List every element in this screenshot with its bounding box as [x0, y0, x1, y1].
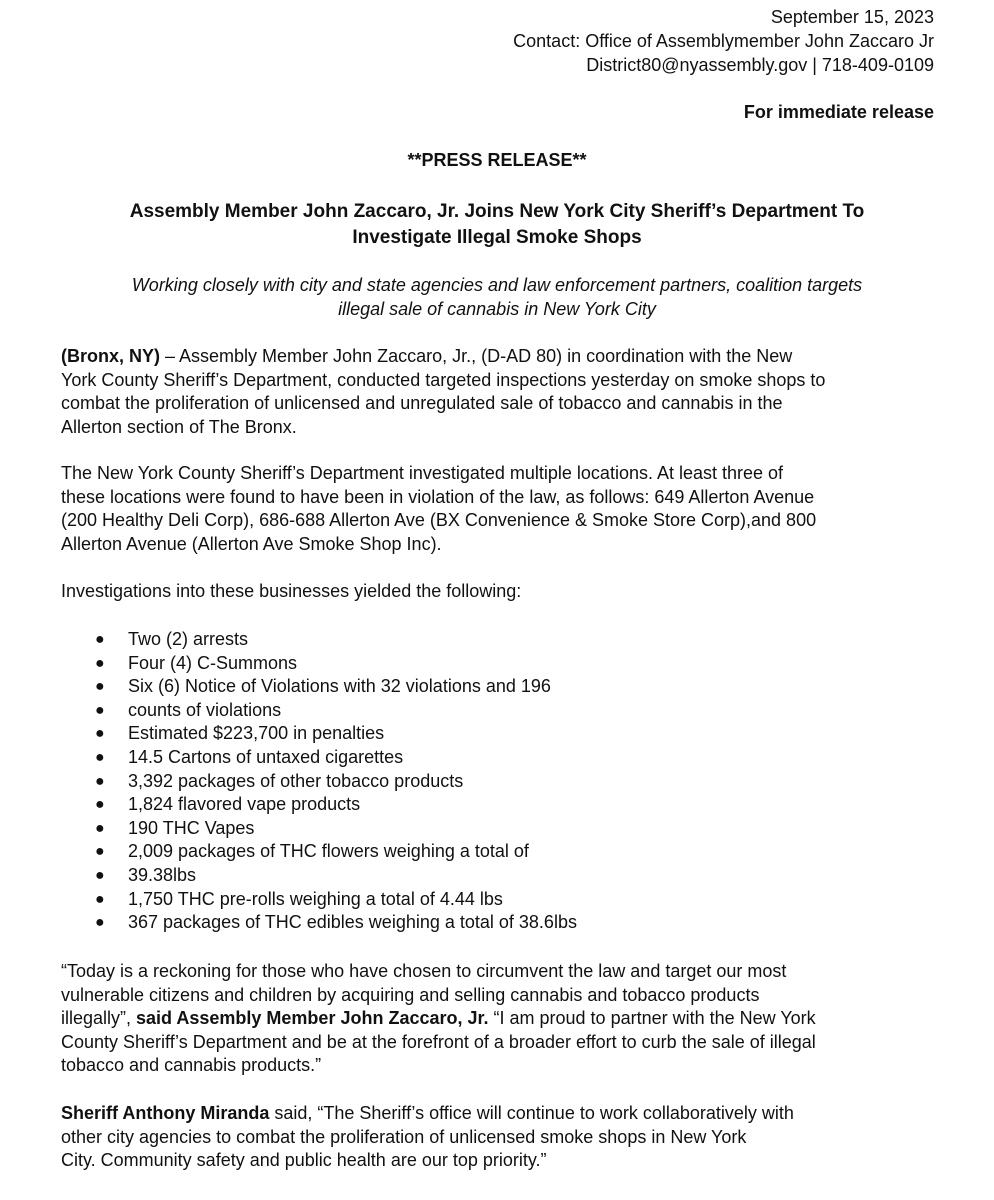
- zaccaro-quote-paragraph: [61, 960, 941, 1078]
- headline-line: Assembly Member John Zaccaro, Jr. Joins New York City Sheriff’s Department To: [129, 201, 865, 222]
- immediate-release-note: For immediate release: [743, 102, 934, 122]
- list-item: [0, 722, 994, 746]
- findings-intro: Investigations into these businesses yielded the following:: [61, 581, 522, 601]
- list-item-text: counts of violations: [128, 699, 282, 720]
- intro-paragraph: [61, 345, 941, 439]
- bullet-icon: ●: [95, 796, 105, 814]
- list-item-text: 2,009 packages of THC flowers weighing a total of: [128, 841, 529, 862]
- locations-paragraph: [61, 462, 941, 556]
- list-item-text: 1,750 THC pre-rolls weighing a total of 4.44 lbs: [128, 888, 503, 909]
- paragraph-line: [61, 1102, 941, 1126]
- list-item: [0, 840, 994, 864]
- paragraph-line: City. Community safety and public health are our top priority.”: [61, 1150, 547, 1170]
- list-item: [0, 770, 994, 794]
- list-item-text: 1,824 flavored vape products: [128, 794, 361, 815]
- speaker-attribution: Sheriff Anthony Miranda: [61, 1103, 270, 1123]
- list-item-text: 3,392 packages of other tobacco products: [128, 770, 464, 791]
- bullet-icon: ●: [95, 866, 105, 884]
- list-item: [0, 675, 994, 699]
- list-item-text: Six (6) Notice of Violations with 32 violations and 196: [128, 676, 551, 697]
- bullet-icon: ●: [95, 701, 105, 719]
- list-item: [0, 793, 994, 817]
- contact-email-phone: District80@nyassembly.gov | 718-409-0109: [586, 55, 934, 75]
- paragraph-text: “I am proud to partner with the New York: [488, 1008, 816, 1028]
- paragraph-line: York County Sheriff’s Department, conducted targeted inspections yesterday on smoke shops to: [61, 369, 826, 390]
- paragraph-line: tobacco and cannabis products.”: [61, 1055, 322, 1075]
- release-date: September 15, 2023: [770, 7, 934, 27]
- speaker-attribution: said Assembly Member John Zaccaro, Jr.: [136, 1008, 489, 1028]
- press-release-label: **PRESS RELEASE**: [407, 150, 587, 170]
- subheadline-line: Working closely with city and state agencies and law enforcement partners, coalition targets: [131, 275, 863, 295]
- paragraph-line: Allerton Avenue (Allerton Ave Smoke Shop Inc).: [61, 533, 442, 554]
- paragraph-line: [61, 345, 941, 369]
- list-item-text: 39.38lbs: [128, 864, 197, 885]
- paragraph-text: illegally”,: [61, 1008, 137, 1028]
- paragraph-line: these locations were found to have been in violation of the law, as follows: 649 Allerton Avenue: [61, 486, 815, 507]
- bullet-icon: ●: [95, 914, 105, 932]
- bullet-icon: ●: [95, 678, 105, 696]
- paragraph-line: “Today is a reckoning for those who have chosen to circumvent the law and target our most: [61, 961, 787, 981]
- contact-office: Contact: Office of Assemblymember John Zaccaro Jr: [513, 31, 934, 51]
- bullet-icon: ●: [95, 819, 105, 837]
- paragraph-line: vulnerable citizens and children by acquiring and selling cannabis and tobacco products: [61, 984, 760, 1005]
- list-item: [0, 888, 994, 912]
- list-item: [0, 817, 994, 841]
- list-item: [0, 628, 994, 652]
- paragraph-text: – Assembly Member John Zaccaro, Jr., (D-AD 80) in coordination with the New: [160, 346, 793, 366]
- paragraph-line: County Sheriff’s Department and be at the forefront of a broader effort to curb the sale of illegal: [61, 1031, 816, 1052]
- paragraph-line: combat the proliferation of unlicensed and unregulated sale of tobacco and cannabis in the: [61, 393, 783, 413]
- bullet-icon: ●: [95, 631, 105, 648]
- sheriff-quote-paragraph: [61, 1102, 941, 1173]
- list-item-text: 14.5 Cartons of untaxed cigarettes: [128, 746, 404, 767]
- paragraph-line: Allerton section of The Bronx.: [61, 416, 297, 437]
- findings-list: [0, 628, 994, 935]
- bullet-icon: ●: [95, 725, 105, 743]
- paragraph-text: said, “The Sheriff’s office will continue to work collaboratively with: [269, 1103, 794, 1123]
- dateline: (Bronx, NY): [61, 346, 160, 366]
- paragraph-line: [61, 1007, 941, 1031]
- bullet-icon: ●: [95, 748, 105, 766]
- subheadline-line: illegal sale of cannabis in New York City: [338, 299, 656, 319]
- list-item: [0, 746, 994, 770]
- list-item: [0, 652, 994, 676]
- paragraph-line: (200 Healthy Deli Corp), 686-688 Allerton Ave (BX Convenience & Smoke Store Corp),and 800: [61, 510, 817, 530]
- bullet-icon: ●: [95, 654, 105, 672]
- list-item-text: Four (4) C-Summons: [128, 652, 298, 673]
- paragraph-line: The New York County Sheriff’s Department investigated multiple locations. At least three of: [61, 463, 784, 483]
- list-item: [0, 911, 994, 935]
- list-item-text: 367 packages of THC edibles weighing a total of 38.6lbs: [128, 912, 577, 933]
- list-item-text: Estimated $223,700 in penalties: [128, 723, 385, 744]
- list-item-text: 190 THC Vapes: [128, 817, 255, 838]
- headline: [40, 199, 954, 251]
- headline-line: Investigate Illegal Smoke Shops: [352, 227, 642, 248]
- contact-header: [513, 5, 934, 77]
- list-item-text: Two (2) arrests: [128, 629, 249, 649]
- bullet-icon: ●: [95, 890, 105, 908]
- paragraph-line: other city agencies to combat the proliferation of unlicensed smoke shops in New York: [61, 1126, 747, 1147]
- list-item: [0, 864, 994, 888]
- bullet-icon: ●: [95, 772, 105, 790]
- list-item: [0, 699, 994, 723]
- bullet-icon: ●: [95, 843, 105, 861]
- subheadline: [50, 273, 944, 321]
